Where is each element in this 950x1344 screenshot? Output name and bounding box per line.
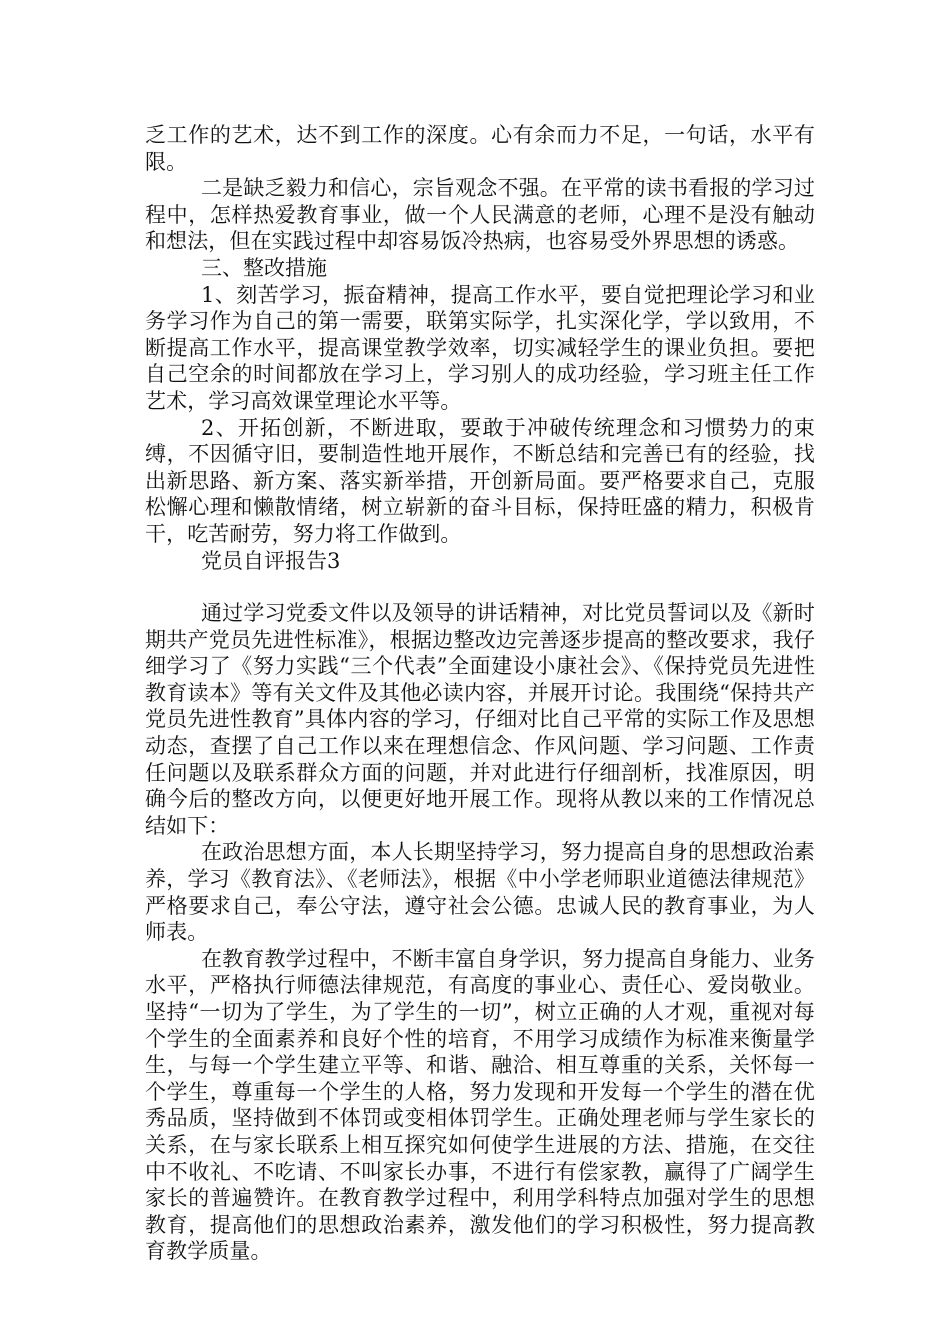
section-heading-rectification: 三、整改措施 (201, 255, 327, 280)
paragraph-measure-two: 2、开拓创新，不断进取，要敢于冲破传统理念和习惯势力的束缚，不因循守旧，要制造性地开展作，不断总结和完善已有的经验，找出新思路、新方案、落实新举措，开创新局面。要严格要求自己，克服松懈心理和懒散情绪，树立崭新的奋斗目标，保持旺盛的精力，积极肯干，吃苦耐劳，努力将工作做到。 (145, 415, 815, 546)
paragraph-teaching-process: 在教育教学过程中，不断丰富自身学识，努力提高自身能力、业务水平，严格执行师德法律规范，有高度的事业心、责任心、爱岗敬业。坚持“一切为了学生，为了学生的一切”，树立正确的人才观，重视对每个学生的全面素养和良好个性的培育，不用学习成绩作为标准来衡量学生，与每一个学生建立平等、和谐、融洽、相互尊重的关系，关怀每一个学生，尊重每一个学生的人格，努力发现和开发每一个学生的潜在优秀品质，坚持做到不体罚或变相体罚学生。正确处理老师与学生家长的关系，在与家长联系上相互探究如何使学生进展的方法、措施，在交往中不收礼、不吃请、不叫家长办事，不进行有偿家教，赢得了广阔学生家长的普遍赞许。在教育教学过程中，利用学科特点加强对学生的思想教育，提高他们的思想政治素养，激发他们的学习积极性，努力提高教育教学质量。 (145, 946, 815, 1264)
document-page (145, 122, 815, 1265)
report-title-3: 党员自评报告3 (201, 548, 341, 573)
blank-line (145, 574, 815, 600)
paragraph-continuation: 乏工作的艺术，达不到工作的深度。心有余而力不足，一句话，水平有限。 (145, 123, 815, 174)
paragraph-political-thought: 在政治思想方面，本人长期坚持学习，努力提高自身的思想政治素养，学习《教育法》、《老师法》，根据《中小学老师职业道德法律规范》严格要求自己，奉公守法，遵守社会公德。忠诚人民的教育事业，为人师表。 (145, 840, 815, 945)
paragraph-weakness-two: 二是缺乏毅力和信心，宗旨观念不强。在平常的读书看报的学习过程中，怎样热爱教育事业，做一个人民满意的老师，心理不是没有触动和想法，但在实践过程中却容易饭冷热病，也容易受外界思想的诱惑。 (145, 176, 815, 254)
paragraph-report-intro: 通过学习党委文件以及领导的讲话精神，对比党员誓词以及《新时期共产党员先进性标准》，根据边整改边完善逐步提高的整改要求，我仔细学习了《努力实践“三个代表”全面建设小康社会》、《保持党员先进性教育读本》等有关文件及其他必读内容，并展开讨论。我围绕“保持共产党员先进性教育”具体内容的学习，仔细对比自己平常的实际工作及思想动态，查摆了自己工作以来在理想信念、作风问题、学习问题、工作责任问题以及联系群众方面的问题，并对此进行仔细剖析，找准原因，明确今后的整改方向，以便更好地开展工作。现将从教以来的工作情况总结如下： (145, 601, 815, 838)
paragraph-measure-one: 1、刻苦学习，振奋精神，提高工作水平，要自觉把理论学习和业务学习作为自己的第一需要，联第实际学，扎实深化学，学以致用，不断提高工作水平，提高课堂教学效率，切实减轻学生的课业负担。要把自己空余的时间都放在学习上，学习别人的成功经验，学习班主任工作艺术，学习高效课堂理论水平等。 (145, 282, 815, 413)
